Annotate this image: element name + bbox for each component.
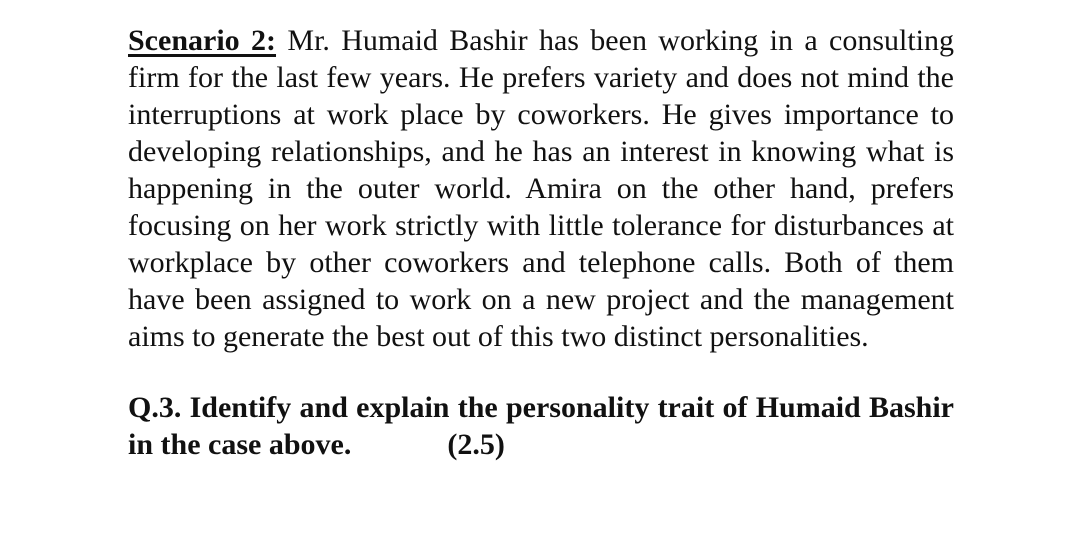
document-page <box>128 22 954 463</box>
scenario-label: Scenario 2: <box>128 24 277 57</box>
question-block <box>128 389 954 463</box>
scenario-paragraph <box>128 22 954 355</box>
question-text: Q.3. Identify and explain the personality trait of Humaid Bashir in the case above. <box>128 391 954 461</box>
question-marks: (2.5) <box>447 428 505 461</box>
scenario-text: Mr. Humaid Bashir has been working in a consulting firm for the last few years. He prefers variety and does not mind the interruptions at work place by coworkers. He gives importance to developing relationships, and he has an interest in knowing what is happening in the outer world. Amira on the other hand, prefers focusing on her work strictly with little tolerance for disturbances at workplace by other coworkers and telephone calls. Both of them have been assigned to work on a new project and the management aims to generate the best out of this two distinct personalities. <box>128 24 955 353</box>
